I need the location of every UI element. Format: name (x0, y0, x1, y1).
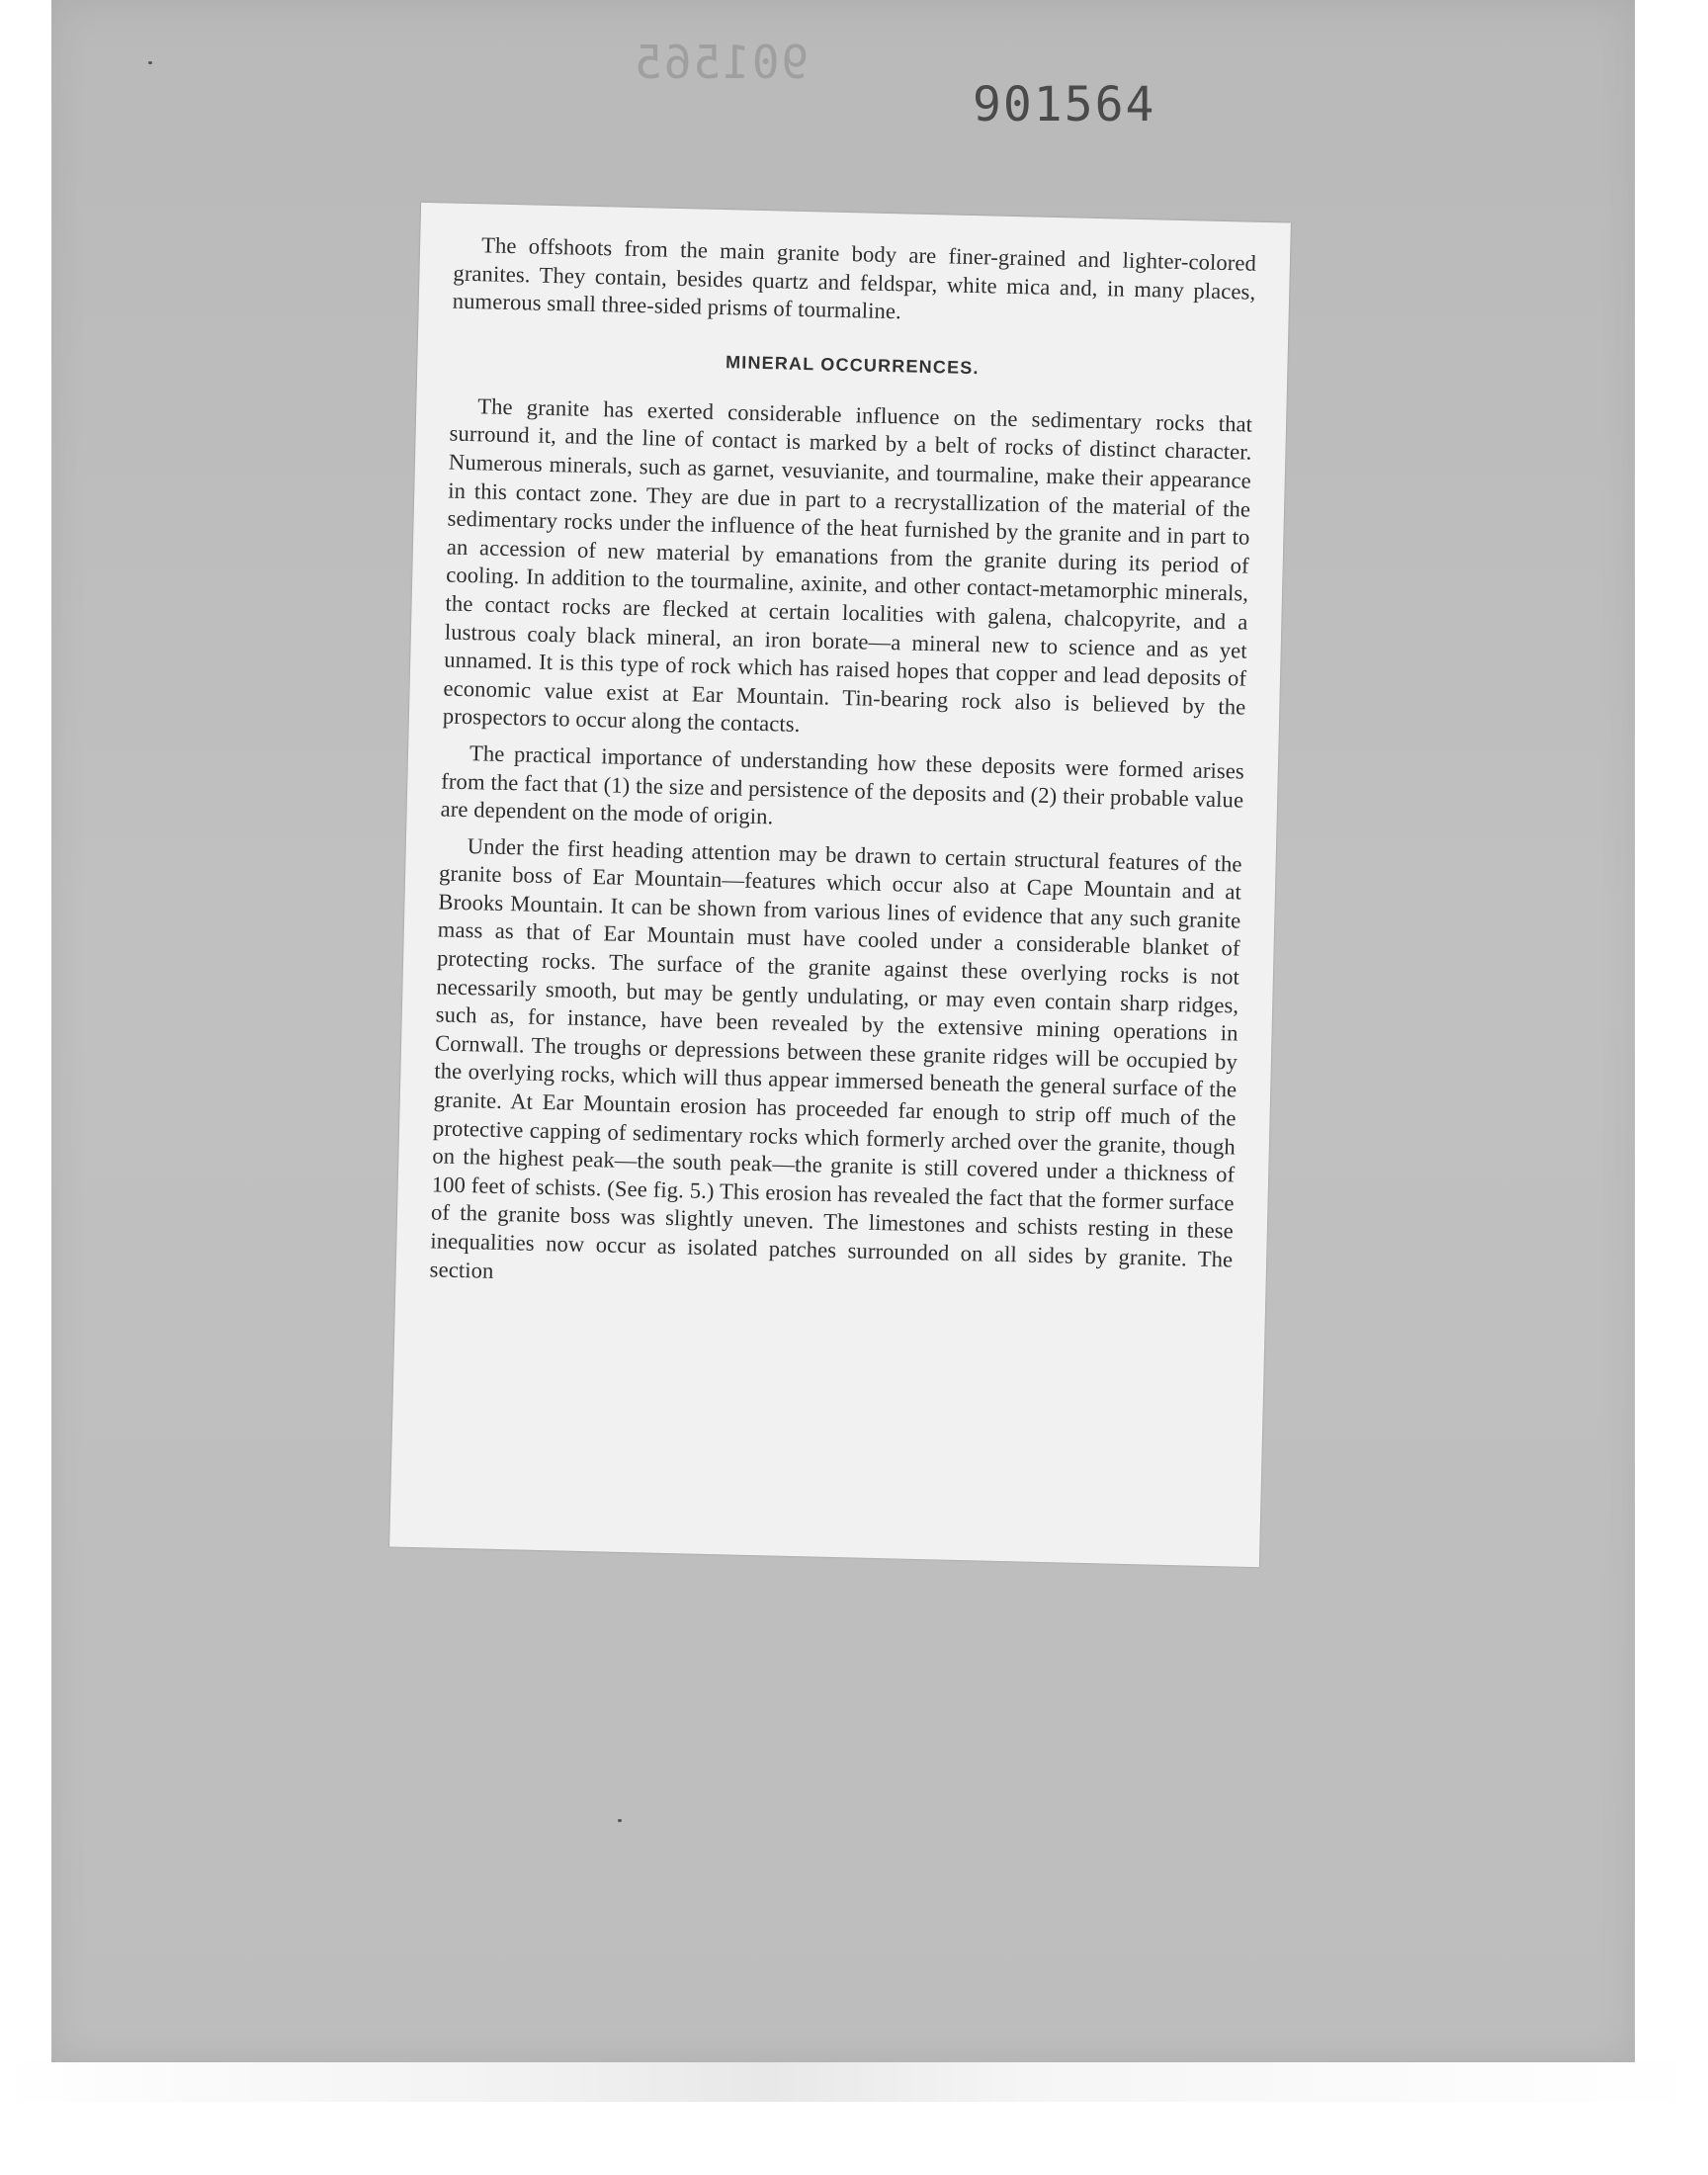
catalog-number: 901564 (973, 77, 1156, 132)
section-heading: MINERAL OCCURRENCES. (725, 351, 980, 378)
scan-speck (618, 1819, 622, 1822)
body-paragraph: The practical importance of understanding how these deposits were formed arises from the fact that (1) the size and persistence of the deposits and (2) their probable value are dependent on the mode of origin. (440, 740, 1245, 829)
page-margin-right (1635, 0, 1708, 2062)
body-paragraph: The granite has exerted considerable influence on the sedimentary rocks that surround it, and the line of contact is marked by a belt of rocks of distinct character. Numerous minerals, such as garnet, vesuvianite, and tourmaline, make their appearance in this contact zone. They are due in part to a recrystallization of the material of the sedimentary rocks under the influence of the heat furnished by the granite and in part to an accession of new material by emanations from the granite during its period of cooling. In addition to the tourmaline, axinite, and other contact-metamorphic minerals, the contact rocks are flecked at certain localities with galena, chalcopyrite, and a lustrous coaly black mineral, an iron borate—a mineral new to science and as yet unnamed. It is this type of rock which has raised hopes that copper and lead deposits of economic value exist at Ear Mountain. Tin-bearing rock also is believed by the prospectors to occur along the contacts. (442, 393, 1253, 738)
body-paragraph: Under the first heading attention may be drawn to certain structural features of the granite boss of Ear Mountain—features which occur also at Cape Mountain and at Brooks Mountain. It can be shown from various lines of evidence that any such granite mass as that of Ear Mountain must have cooled under a considerable blanket of protecting rocks. The surface of the granite against these overlying rocks is not necessarily smooth, but may be gently undulating, or may even contain sharp ridges, such as, for instance, have been revealed by the extensive mining operations in Cornwall. The troughs or depressions between these granite ridges will be occupied by the overlying rocks, which will thus appear immersed beneath the general surface of the granite. At Ear Mountain erosion has proceeded far enough to strip off much of the protective capping of sedimentary rocks which formerly arched over the granite, though on the highest peak—the south peak—the granite is still covered under a thickness of 100 feet of schists. (See fig. 5.) This erosion has revealed the fact that the former surface of the granite boss was slightly uneven. The limestones and schists resting in these inequalities now occur as isolated patches surrounded on all sides by granite. The section (429, 832, 1242, 1283)
scan-speck (148, 61, 152, 64)
scanner-bottom-strip (0, 2062, 1708, 2102)
intro-paragraph: The offshoots from the main granite body are finer-grained and lighter-colored granites. They contain, besides quartz and feldspar, white mica and, in many places, numerous small three-sided prisms of tourmaline. (452, 232, 1257, 324)
pasted-article-clipping (389, 203, 1291, 1567)
catalog-number-bleedthrough: 901565 (633, 36, 810, 89)
